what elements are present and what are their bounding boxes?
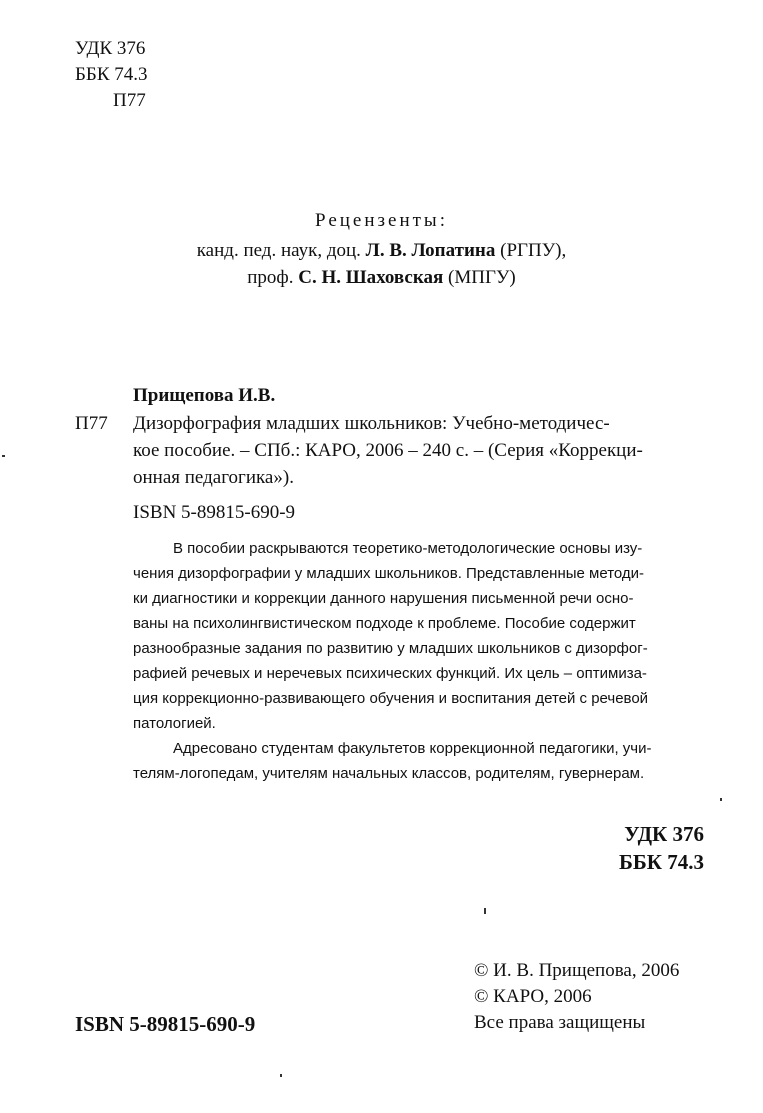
annotation-line-4: ваны на психолингвистическом подходе к проблеме. Пособие содержит xyxy=(133,615,636,632)
copyright-author: © И. В. Прищепова, 2006 xyxy=(474,960,680,981)
bib-line-2: кое пособие. – СПб.: КАРО, 2006 – 240 с. – (Серия «Коррекци- xyxy=(133,440,643,461)
reviewer-1-prefix: канд. пед. наук, доц. xyxy=(196,240,366,261)
annotation-line-3: ки диагностики и коррекции данного нарушения письменной речи осно- xyxy=(133,590,634,607)
reviewer-1-name: Л. В. Лопатина xyxy=(365,240,496,261)
annotation-line-1: В пособии раскрываются теоретико-методологические основы изу- xyxy=(173,540,643,557)
bib-line-3: онная педагогика»). xyxy=(133,467,294,488)
rights-reserved: Все права защищены xyxy=(474,1012,646,1033)
reviewer-2 xyxy=(0,267,763,289)
udk-code-top: УДК 376 xyxy=(75,38,146,59)
author-code-entry: П77 xyxy=(75,413,108,434)
scan-speck xyxy=(720,798,722,801)
reviewer-2-prefix: проф. xyxy=(247,267,299,288)
reviewer-2-affiliation: (МПГУ) xyxy=(443,267,516,288)
annotation-line-6: рафией речевых и неречевых психических функций. Их цель – оптимиза- xyxy=(133,665,647,682)
scan-speck xyxy=(484,908,486,914)
annotation-line-9: Адресовано студентам факультетов коррекционной педагогики, учи- xyxy=(173,740,652,757)
author-code-top: П77 xyxy=(113,90,146,111)
reviewer-2-name: С. Н. Шаховская xyxy=(298,267,444,288)
annotation-line-10: телям-логопедам, учителям начальных классов, родителям, гувернерам. xyxy=(133,765,645,782)
reviewers-heading: Рецензенты: xyxy=(315,210,448,231)
annotation-line-2: чения дизорфографии у младших школьников. Представленные методи- xyxy=(133,565,645,582)
annotation-line-7: ция коррекционно-развивающего обучения и воспитания детей с речевой xyxy=(133,690,649,707)
bib-line-1: Дизорфография младших школьников: Учебно-методичес- xyxy=(133,413,610,434)
isbn-entry: ISBN 5-89815-690-9 xyxy=(133,502,296,523)
udk-code-bottom: УДК 376 xyxy=(624,822,704,846)
scan-speck xyxy=(280,1074,282,1077)
reviewer-1 xyxy=(0,240,763,262)
isbn-bottom: ISBN 5-89815-690-9 xyxy=(75,1012,256,1036)
bbk-code-bottom: ББК 74.3 xyxy=(619,850,704,874)
author-name: Прищепова И.В. xyxy=(133,385,276,406)
scan-speck xyxy=(2,455,5,457)
reviewer-1-affiliation: (РГПУ), xyxy=(495,240,567,261)
annotation-line-5: разнообразные задания по развитию у младших школьников с дизорфог- xyxy=(133,640,648,657)
copyright-publisher: © КАРО, 2006 xyxy=(474,986,592,1007)
bbk-code-top: ББК 74.3 xyxy=(75,64,148,85)
annotation-line-8: патологией. xyxy=(133,715,216,732)
